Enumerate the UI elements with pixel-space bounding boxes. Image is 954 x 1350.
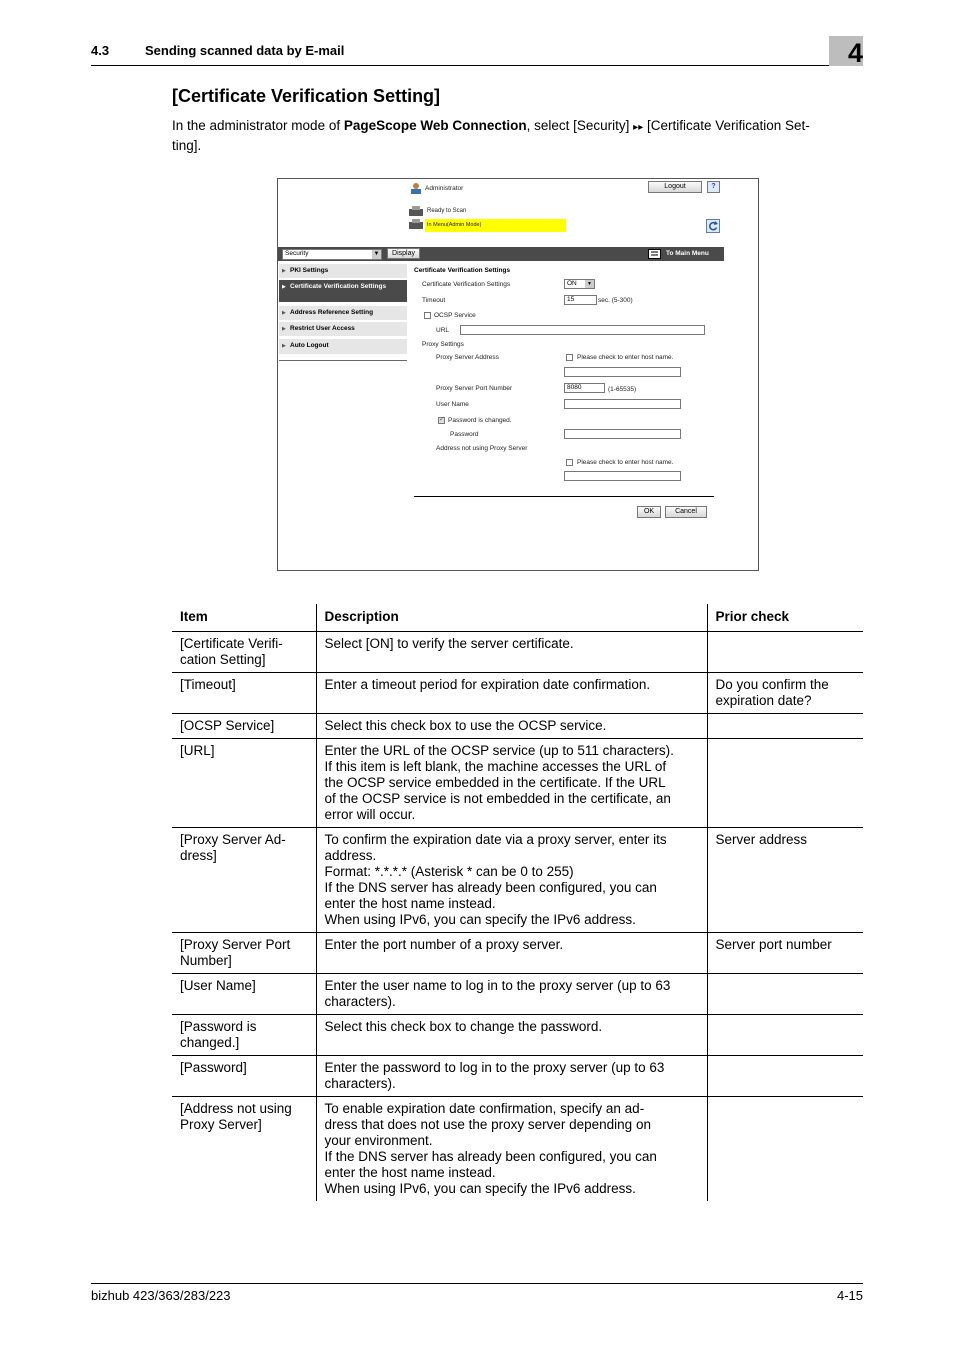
- intro-text-2: , select [Security]: [526, 118, 634, 133]
- user-name-input[interactable]: [564, 399, 681, 409]
- description-cell: [316, 713, 707, 738]
- description-cell-line: Select [ON] to verify the server certificate.: [324, 635, 574, 651]
- table-row: [172, 713, 863, 738]
- description-cell-line: Enter the password to log in to the proxy server (up to 63: [324, 1059, 665, 1075]
- sidebar-item-certificate[interactable]: ▶ Certificate Verification Settings: [279, 280, 407, 303]
- sidebar-divider: [279, 360, 407, 361]
- description-cell-line: If this item is left blank, the machine accesses the URL of: [324, 758, 667, 774]
- description-cell: [316, 973, 707, 1014]
- description-cell-line: Select this check box to use the OCSP service.: [324, 717, 607, 733]
- item-cell-line: [URL]: [180, 742, 215, 758]
- item-cell-line: [Timeout]: [180, 676, 236, 692]
- item-cell-line: Proxy Server]: [180, 1116, 262, 1132]
- description-cell-line: Format: *.*.*.* (Asterisk * can be 0 to 255): [324, 863, 574, 879]
- description-cell: [316, 932, 707, 973]
- help-icon[interactable]: ?: [707, 181, 720, 193]
- page-footer: [91, 1283, 863, 1303]
- prior-check-cell: [707, 1014, 863, 1055]
- item-cell-line: [Address not using: [180, 1100, 292, 1116]
- item-cell: [172, 672, 316, 713]
- logout-button[interactable]: Logout: [648, 181, 702, 193]
- description-cell-line: Select this check box to change the password.: [324, 1018, 603, 1034]
- prior-check-cell-line: Do you confirm the: [715, 676, 829, 692]
- item-cell: [172, 738, 316, 827]
- prior-check-cell: [707, 672, 863, 713]
- timeout-label: Timeout: [422, 297, 446, 304]
- printer-icon: [408, 205, 424, 217]
- description-cell-line: enter the host name instead.: [324, 895, 496, 911]
- table-row: [172, 1055, 863, 1096]
- no-proxy-input[interactable]: [564, 471, 681, 481]
- table-row: [172, 672, 863, 713]
- intro-bold: PageScope Web Connection: [343, 118, 527, 133]
- item-cell-line: Number]: [180, 952, 232, 968]
- description-cell: [316, 1055, 707, 1096]
- proxy-port-range: (1-65535): [608, 386, 637, 393]
- description-cell: [316, 1096, 707, 1201]
- header-item: Item: [172, 604, 316, 631]
- description-cell-line: To enable expiration date confirmation, specify an ad-: [324, 1100, 645, 1116]
- description-cell: [316, 1014, 707, 1055]
- description-cell-line: address.: [324, 847, 377, 863]
- page-heading: [Certificate Verification Setting]: [172, 86, 441, 106]
- item-cell-line: [Password]: [180, 1059, 247, 1075]
- prior-check-cell: [707, 932, 863, 973]
- admin-label: Administrator: [425, 185, 464, 192]
- intro-text-3: [Certificate Verification Set-: [643, 118, 810, 133]
- section-title: Sending scanned data by E-mail: [145, 43, 345, 58]
- page-header: [91, 36, 863, 66]
- item-cell-line: [User Name]: [180, 977, 256, 993]
- prior-check-cell: [707, 1055, 863, 1096]
- hostname-label-2: Please check to enter host name.: [577, 459, 674, 466]
- item-cell-line: [OCSP Service]: [180, 717, 275, 733]
- sidebar-item-auto-logout[interactable]: ▶ Auto Logout: [279, 339, 407, 355]
- table-row: [172, 631, 863, 672]
- timeout-input[interactable]: [564, 295, 597, 305]
- ocsp-label: OCSP Service: [434, 312, 476, 319]
- description-cell-line: Enter the port number of a proxy server.: [324, 936, 564, 952]
- timeout-unit: sec. (5-300): [598, 297, 633, 304]
- prior-check-cell-line: Server address: [715, 831, 808, 847]
- description-cell-line: error will occur.: [324, 806, 416, 822]
- description-cell-line: characters).: [324, 1075, 396, 1091]
- chapter-tab: [829, 36, 863, 66]
- password-changed-label: Password is changed.: [448, 417, 512, 424]
- chevron-down-icon: ▼: [373, 251, 380, 257]
- chevron-down-icon: ▼: [585, 280, 594, 288]
- main-menu-icon: [648, 249, 661, 259]
- item-cell-line: changed.]: [180, 1034, 240, 1050]
- ok-button[interactable]: OK: [637, 506, 661, 518]
- admin-icon: [409, 182, 423, 194]
- menu-select-value: Security: [285, 250, 309, 257]
- description-table: [172, 604, 863, 1201]
- prior-check-cell: [707, 713, 863, 738]
- hostname-checkbox[interactable]: [566, 354, 573, 361]
- item-cell-line: [Proxy Server Ad-: [180, 831, 286, 847]
- ocsp-checkbox[interactable]: [424, 312, 431, 319]
- footer-page-number: 4-15: [836, 1288, 863, 1303]
- hostname-label: Please check to enter host name.: [577, 354, 674, 361]
- table-row: [172, 738, 863, 827]
- chapter-number: 4: [847, 38, 863, 68]
- form-title: Certificate Verification Settings: [414, 267, 511, 274]
- description-cell-line: If the DNS server has already been configured, you can: [324, 879, 657, 895]
- cert-label: Certificate Verification Settings: [422, 281, 511, 288]
- item-cell: [172, 932, 316, 973]
- item-cell: [172, 1055, 316, 1096]
- description-cell-line: characters).: [324, 993, 396, 1009]
- proxy-address-input[interactable]: [564, 367, 681, 377]
- proxy-port-input[interactable]: [564, 383, 605, 393]
- mode-text: In Menu(Admin Mode): [427, 222, 482, 228]
- refresh-icon[interactable]: [706, 219, 720, 233]
- description-cell-line: To confirm the expiration date via a proxy server, enter its: [324, 831, 667, 847]
- description-cell: [316, 631, 707, 672]
- item-cell: [172, 1014, 316, 1055]
- item-cell-line: [Proxy Server Port: [180, 936, 291, 952]
- hostname-checkbox-2[interactable]: [566, 459, 573, 466]
- display-button[interactable]: Display: [387, 248, 420, 259]
- description-cell: [316, 827, 707, 932]
- proxy-port-value: 8080: [567, 384, 582, 391]
- item-cell: [172, 631, 316, 672]
- prior-check-cell: [707, 738, 863, 827]
- url-label: URL: [436, 327, 450, 334]
- section-number: 4.3: [91, 43, 110, 58]
- item-cell: [172, 713, 316, 738]
- item-cell-line: cation Setting]: [180, 651, 266, 667]
- description-cell: [316, 738, 707, 827]
- item-cell: [172, 827, 316, 932]
- description-cell-line: When using IPv6, you can specify the IPv6 address.: [324, 1180, 636, 1196]
- cancel-button[interactable]: Cancel: [665, 506, 707, 518]
- proxy-address-label: Proxy Server Address: [436, 354, 499, 361]
- intro-paragraph: [172, 117, 864, 155]
- description-cell-line: of the OCSP service is not embedded in the certificate, an: [324, 790, 671, 806]
- description-cell-line: the OCSP service embedded in the certificate. If the URL: [324, 774, 666, 790]
- description-cell-line: Enter the user name to log in to the proxy server (up to 63: [324, 977, 671, 993]
- item-cell-line: dress]: [180, 847, 217, 863]
- sidebar-item-address-ref[interactable]: ▶ Address Reference Setting: [279, 306, 407, 321]
- table-row: [172, 1096, 863, 1201]
- description-cell: [316, 672, 707, 713]
- settings-screenshot: [277, 178, 759, 571]
- main-menu-link[interactable]: To Main Menu: [666, 250, 709, 257]
- prior-check-cell: [707, 631, 863, 672]
- timeout-value: 15: [567, 296, 575, 303]
- description-cell-line: When using IPv6, you can specify the IPv6 address.: [324, 911, 636, 927]
- sidebar-item-pki[interactable]: ▶ PKI Settings: [279, 264, 407, 279]
- proxy-settings-label: Proxy Settings: [422, 341, 464, 348]
- table-row: [172, 973, 863, 1014]
- status-text: Ready to Scan: [427, 208, 467, 214]
- cert-select-value: ON: [567, 280, 577, 287]
- table-header-row: [172, 604, 863, 631]
- user-name-label: User Name: [436, 401, 469, 408]
- menu-select[interactable]: [282, 249, 382, 260]
- description-cell-line: If the DNS server has already been configured, you can: [324, 1148, 657, 1164]
- table-row: [172, 1014, 863, 1055]
- description-cell-line: Enter a timeout period for expiration date confirmation.: [324, 676, 651, 692]
- intro-text: In the administrator mode of: [172, 118, 344, 133]
- url-input[interactable]: [460, 325, 705, 335]
- password-input[interactable]: [564, 429, 681, 439]
- prior-check-cell: [707, 827, 863, 932]
- item-cell-line: [Certificate Verifi-: [180, 635, 283, 651]
- password-label: Password: [450, 431, 479, 438]
- printer-status-icon: [408, 218, 424, 230]
- prior-check-cell: [707, 973, 863, 1014]
- description-cell-line: dress that does not use the proxy server depending on: [324, 1116, 651, 1132]
- header-description: Description: [316, 604, 707, 631]
- form-divider: [414, 496, 714, 497]
- intro-text-4: ting].: [172, 138, 202, 153]
- prior-check-cell-line: expiration date?: [715, 692, 812, 708]
- double-arrow-icon: ▸▸: [633, 122, 644, 133]
- description-cell-line: Enter the URL of the OCSP service (up to 511 characters).: [324, 742, 674, 758]
- table-row: [172, 827, 863, 932]
- sidebar-item-restrict[interactable]: ▶ Restrict User Access: [279, 322, 407, 337]
- item-cell-line: [Password is: [180, 1018, 257, 1034]
- description-cell-line: enter the host name instead.: [324, 1164, 496, 1180]
- proxy-port-label: Proxy Server Port Number: [436, 385, 513, 392]
- prior-check-cell-line: Server port number: [715, 936, 832, 952]
- password-changed-checkbox[interactable]: [438, 417, 445, 424]
- item-cell: [172, 973, 316, 1014]
- footer-model: bizhub 423/363/283/223: [91, 1288, 231, 1303]
- description-cell-line: your environment.: [324, 1132, 433, 1148]
- table-row: [172, 932, 863, 973]
- header-prior-check: Prior check: [707, 604, 863, 631]
- prior-check-cell: [707, 1096, 863, 1201]
- no-proxy-label: Address not using Proxy Server: [436, 445, 528, 452]
- item-cell: [172, 1096, 316, 1201]
